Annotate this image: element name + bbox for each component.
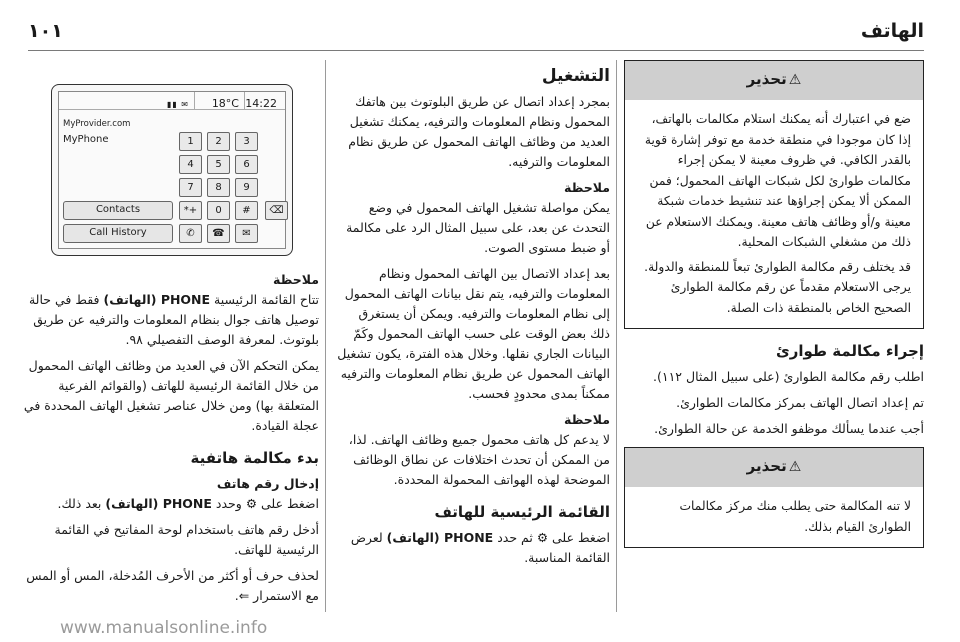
provider-name: MyProvider.com	[63, 119, 131, 129]
page-title: الهاتف	[860, 20, 924, 42]
signal-icons: ▮▮ ✉	[166, 100, 189, 109]
text-fragment: اضغط على	[261, 496, 319, 511]
operation-intro: بمجرد إعداد اتصال عن طريق البلوتوث بين هاتفك المحمول ونظام المعلومات والترفيه، يمكنك تشغيل العديد من وظائف الهاتف المحمول عن طريق نظام المعلومات والترفيه.	[348, 94, 610, 169]
warning-paragraph: لا تنه المكالمة حتى يطلب منك مركز مكالمات الطوارئ القيام بذلك.	[679, 499, 911, 534]
note-text	[21, 290, 319, 350]
warning-triangle-icon: ⚠	[788, 459, 802, 475]
warning-paragraph: قد يختلف رقم مكالمة الطوارئ تبعاً للمنطقة والدولة. يرجى الاستعلام مقدماً عن رقم مكالمة الطوارئ الصحيح الخاص بالمنطقة ذات الصلة.	[644, 259, 911, 315]
warning-header	[625, 61, 923, 100]
operation-paragraph: بعد إعداد الاتصال بين الهاتف المحمول ونظام المعلومات والترفيه، يتم نقل بيانات الهاتف المحمول إلى نظام المعلومات والترفيه. ويمكن أن يستغرق ذلك بعض الوقت على حسب الهاتف المحمول وكَمّ البيانات الجاري نقلها. وخلال هذه الفترة، يكون تشغيل الهاتف المحمول عن طريق نظام المعلومات والترفيه ممكناً بمدى محدودٍ فحسب.	[337, 266, 610, 401]
left-column	[21, 60, 319, 622]
text-fragment: بعد ذلك.	[57, 496, 102, 511]
note-title: ملاحظة	[564, 412, 610, 427]
key-0[interactable]: 0	[207, 201, 230, 220]
middle-column	[335, 60, 610, 622]
emergency-heading: إجراء مكالمة طوارئ	[775, 342, 924, 360]
warning-body	[625, 100, 923, 328]
warning-title: تحذير	[746, 70, 787, 88]
key-9[interactable]: 9	[235, 178, 258, 197]
note-text: لا يدعم كل هاتف محمول جميع وظائف الهاتف. لذا، من الممكن أن تحدث اختلافات عن نطاق الوظائف الموضحة لهذه الهواتف المحمولة المحددة.	[348, 432, 610, 487]
status-bar	[59, 92, 285, 110]
phone-menu-text	[335, 528, 610, 568]
enter-number-heading: إدخال رقم هاتف	[216, 476, 319, 491]
key-7[interactable]: 7	[179, 178, 202, 197]
column-divider	[325, 60, 326, 612]
key-hash[interactable]: #	[235, 201, 258, 220]
text-fragment: اضغط على	[552, 530, 610, 545]
status-divider	[194, 92, 195, 109]
text-fragment: وحدد	[215, 496, 242, 511]
start-call-heading: بدء مكالمة هاتفية	[190, 449, 319, 467]
text-fragment: فقط في حالة توصيل هاتف جوال بنظام المعلومات والترفيه عن طريق بلوتوث. لمعرفة الوصف التفصيلي ٩٨.	[28, 292, 319, 347]
call-history-button[interactable]: Call History	[63, 224, 173, 243]
warning-header	[625, 448, 923, 487]
warning-box	[624, 60, 924, 329]
page-header	[28, 18, 924, 48]
page-number: ١٠١	[28, 20, 63, 42]
key-2[interactable]: 2	[207, 132, 230, 151]
text-fragment: تتاح القائمة الرئيسية	[214, 292, 319, 307]
warning-paragraph: ضع في اعتبارك أنه يمكنك استلام مكالمات بالهاتف، إذا كان موجودا في منطقة خدمة مع توفر إشارة قوية بالقدر الكافي. في ظروف معينة لا يمكن إجراء مكالمات طوارئ لكل شبكات الهاتف المحمول؛ فمن الممكن ألا يمكن إجراؤها عند تنشيط خدمات شبكة معينة و/أو وظائف هاتف معينة. ويمكنك الاستعلام عن ذلك من مشغلي الشبكات المحلية.	[644, 112, 911, 249]
key-6[interactable]: 6	[235, 155, 258, 174]
key-8[interactable]: 8	[207, 178, 230, 197]
warning-triangle-icon: ⚠	[788, 72, 802, 88]
operation-heading: التشغيل	[541, 66, 610, 86]
backspace-icon[interactable]: ⌫	[265, 201, 288, 220]
clock: 14:22	[245, 97, 277, 110]
text-fragment: لعرض القائمة المناسبة.	[350, 530, 610, 565]
voicemail-icon[interactable]: ✉	[235, 224, 258, 243]
warning-box-2	[624, 447, 924, 548]
note-title: ملاحظة	[273, 272, 319, 287]
key-3[interactable]: 3	[235, 132, 258, 151]
device-name: MyPhone	[63, 134, 109, 145]
keypad-paragraph: أدخل رقم هاتف باستخدام لوحة المفاتيح في القائمة الرئيسية للهاتف.	[54, 522, 319, 557]
control-paragraph: يمكن التحكم الآن في العديد من وظائف الهاتف المحمول من خلال القائمة الرئيسية للهاتف (والقوائم الفرعية المتعلقة بها) ومن خلال عناصر تشغيل الهاتف المحددة في عجلة القيادة.	[23, 358, 319, 433]
header-rule	[28, 50, 924, 51]
delete-paragraph: لحذف حرف أو أكثر من الأحرف المُدخلة، المس أو المس مع الاستمرار ⇐.	[26, 568, 319, 603]
column-divider	[616, 60, 617, 612]
key-4[interactable]: 4	[179, 155, 202, 174]
phone-screen-illustration	[51, 84, 293, 256]
emergency-step: أجب عندما يسألك موظفو الخدمة عن حالة الطوارئ.	[654, 421, 924, 436]
status-divider	[244, 92, 245, 109]
emergency-step: تم إعداد اتصال الهاتف بمركز مكالمات الطوارئ.	[676, 395, 924, 410]
key-1[interactable]: 1	[179, 132, 202, 151]
right-column	[624, 60, 924, 622]
key-star-plus[interactable]: *+	[179, 201, 202, 220]
phone-menu-label: PHONE (الهاتف)	[386, 530, 494, 545]
watermark: www.manualsonline.info	[60, 618, 268, 638]
note-text: يمكن مواصلة تشغيل الهاتف المحمول في وضع التحدث عن بعد، على سبيل المثال الرد على مكالمة أو ضبط مستوى الصوت.	[346, 200, 610, 255]
call-icon[interactable]: ✆	[179, 224, 202, 243]
temperature: 18°C	[211, 97, 239, 110]
settings-icon: ⚙	[245, 496, 258, 511]
key-5[interactable]: 5	[207, 155, 230, 174]
enter-number-text	[21, 494, 319, 514]
contacts-button[interactable]: Contacts	[63, 201, 173, 220]
warning-title: تحذير	[746, 457, 787, 475]
screen-display	[58, 91, 286, 249]
emergency-step: اطلب رقم مكالمة الطوارئ (على سبيل المثال ١١٢).	[653, 369, 924, 384]
note-title: ملاحظة	[564, 180, 610, 195]
phone-menu-heading: القائمة الرئيسية للهاتف	[434, 503, 610, 521]
phone-menu-label: PHONE (الهاتف)	[105, 496, 212, 511]
settings-icon: ⚙	[536, 530, 549, 545]
text-fragment: ثم حدد	[497, 530, 533, 545]
phone-menu-label: PHONE (الهاتف)	[103, 292, 211, 307]
warning-body	[625, 487, 923, 547]
hang-up-icon[interactable]: ☎	[207, 224, 230, 243]
